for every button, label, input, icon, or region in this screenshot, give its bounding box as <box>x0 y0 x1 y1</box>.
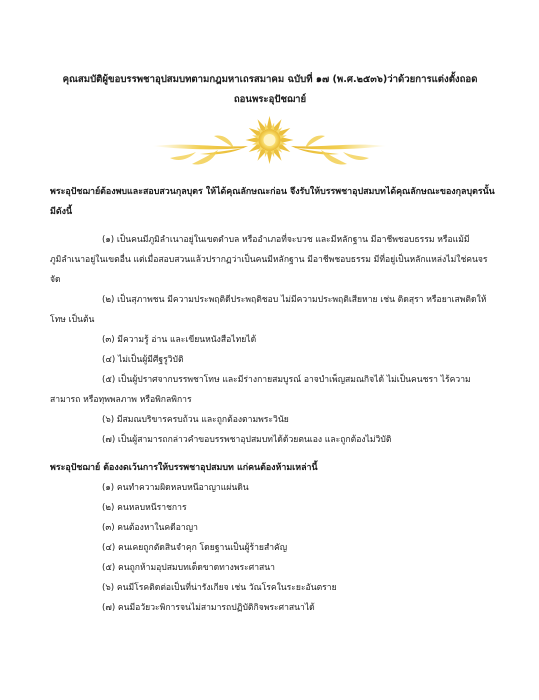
list-item: (๑) เป็นคนมีภูมิลำเนาอยู่ในเขตตำบล หรืออำเภอที่จะบวช และมีหลักฐาน มีอาชีพชอบธรรม หรือแม้มีภูมิลำเนาอยู่ในเขตอื่น แต่เมื่อสอบสวนแล้วปรากฏว่าเป็นคนมีหลักฐาน มีอาชีพชอบธรรม มีที่อยู่เป็นหลักแหล่งไม่ใช่คนจรจัด <box>50 235 488 285</box>
list-item: (๖) คนมีโรคติดต่อเป็นที่น่ารังเกียจ เช่น วัณโรคในระยะอันตราย <box>102 583 337 593</box>
document-title: คุณสมบัติผู้ขอบรรพชาอุปสมบทตามกฎมหาเถรสมาคม ฉบับที่ ๑๗ (พ.ศ.๒๕๓๖)ว่าด้วยการแต่งตั้งถอด ถอนพระอุปัชฌาย์ <box>62 74 478 105</box>
list-item: (๕) เป็นผู้ปราศจากบรรพชาโทษ และมีร่างกายสมบูรณ์ อาจบำเพ็ญสมณกิจได้ ไม่เป็นคนชรา ไร้ความสามารถ หรือทุพพลภาพ หรือพิกลพิการ <box>50 375 471 405</box>
list-item: (๑) คนทำความผิดหลบหนีอาญาแผ่นดิน <box>102 483 249 493</box>
list-item: (๔) ไม่เป็นผู้มีศีฐรูวิบัติ <box>102 355 184 365</box>
list-item: (๒) คนหลบหนีราชการ <box>102 503 187 513</box>
list-item: (๖) มีสมณบริขารครบถ้วน และถูกต้องตามพระวินัย <box>102 415 289 425</box>
list-item: (๗) เป็นผู้สามารถกล่าวคำขอบรรพชาอุปสมบทได้ด้วยตนเอง และถูกต้องไม่วิบัติ <box>102 435 392 445</box>
list-item: (๓) มีความรู้ อ่าน และเขียนหนังสือไทยได้ <box>102 335 257 345</box>
list-item: (๕) คนถูกห้ามอุปสมบทเด็ดขาดทางพระศาสนา <box>102 563 275 573</box>
section-2-heading: พระอุปัชฌาย์ ต้องงดเว้นการให้บรรพชาอุปสมบท แก่คนต้องห้ามเหล่านี้ <box>50 463 318 473</box>
list-item: (๓) คนต้องหาในคดีอาญา <box>102 523 198 533</box>
document-body <box>50 182 495 618</box>
list-item: (๒) เป็นสุภาพชน มีความประพฤติดีประพฤติชอบ ไม่มีความประพฤติเสียหาย เช่น ติดสุรา หรือยาเสพติดให้โทษ เป็นต้น <box>50 295 487 325</box>
sun-ornament-divider <box>148 112 391 172</box>
section-1-heading: พระอุปัชฌาย์ต้องพบและสอบสวนกุลบุตร ให้ได้คุณลักษณะก่อน จึงรับให้บรรพชาอุปสมบทได้คุณลักษณะของกุลบุตรนั้น มีดังนี้ <box>50 187 495 217</box>
list-item: (๔) คนเคยถูกตัดสินจำคุก โดยฐานเป็นผู้ร้ายสำคัญ <box>102 543 288 553</box>
list-item: (๗) คนมีอวัยวะพิการจนไม่สามารถปฏิบัติกิจพระศาสนาได้ <box>102 603 315 613</box>
